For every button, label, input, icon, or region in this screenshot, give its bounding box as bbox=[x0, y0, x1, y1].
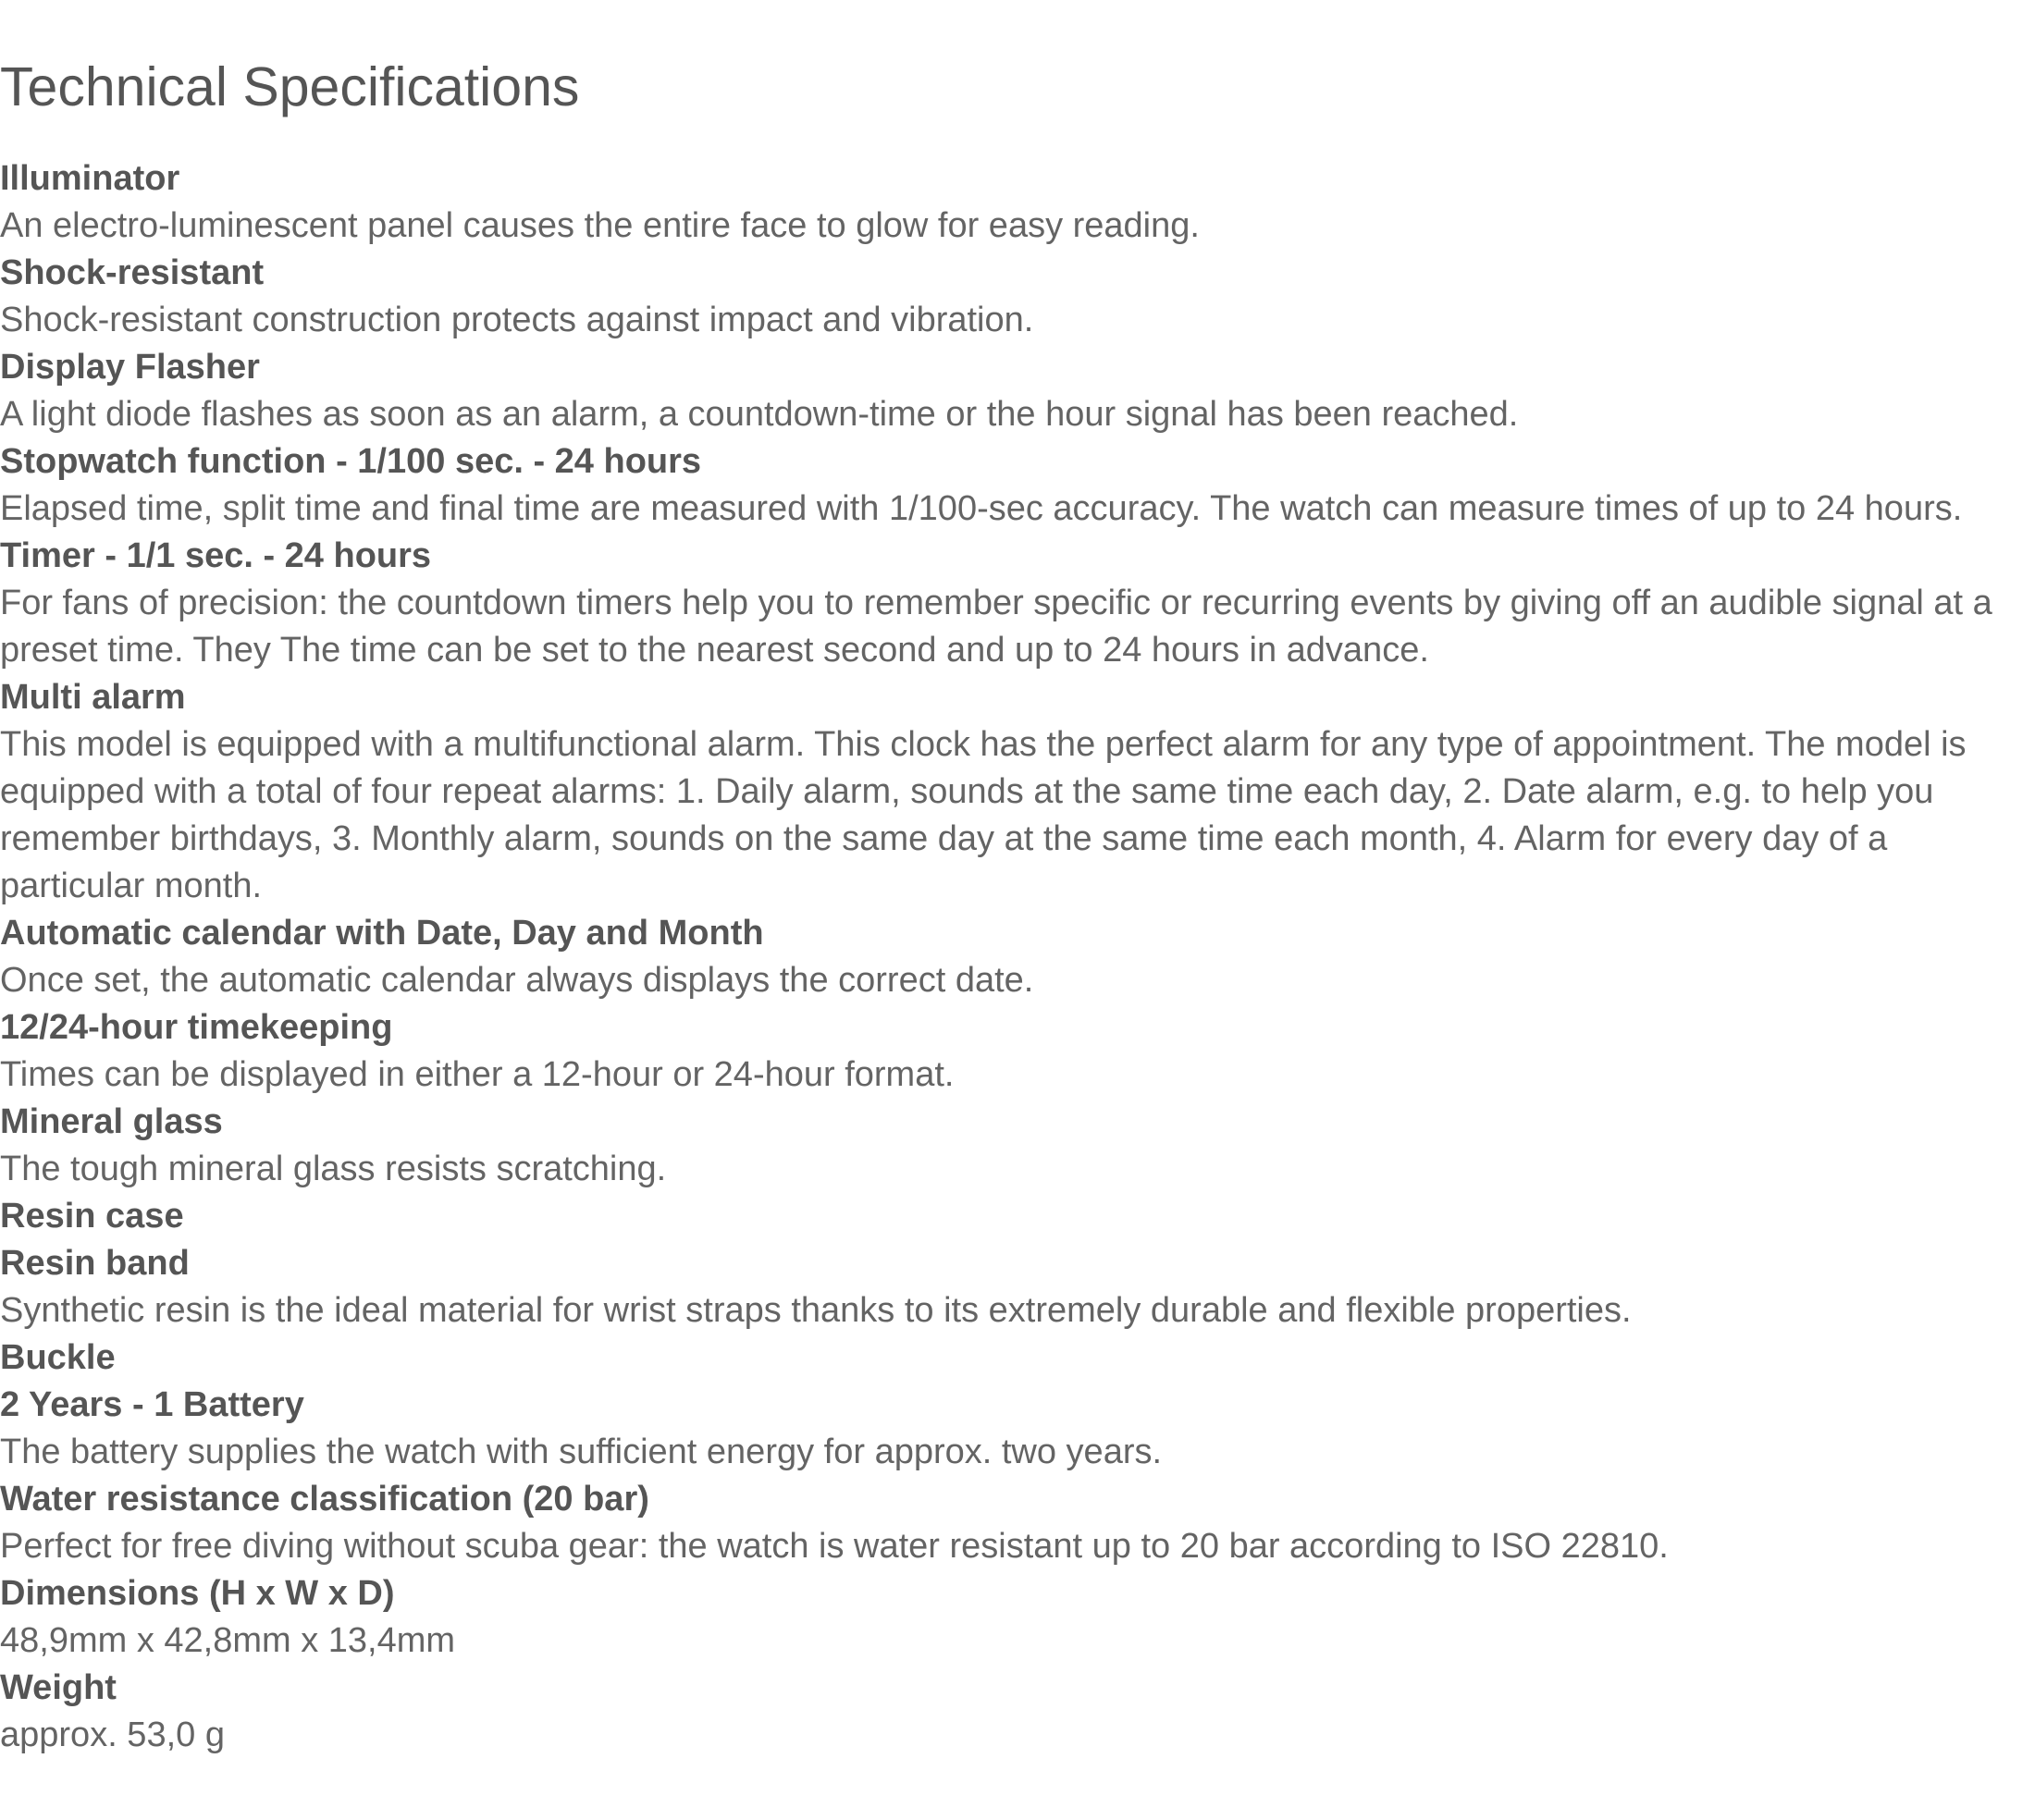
spec-name: Buckle bbox=[0, 1338, 116, 1377]
spec-description: Shock-resistant construction protects against impact and vibration. bbox=[0, 301, 1034, 339]
spec-item-automatic-calendar bbox=[0, 910, 2021, 1004]
spec-item-shock-resistant bbox=[0, 250, 2021, 344]
spec-item-mineral-glass bbox=[0, 1099, 2021, 1193]
spec-item-dimensions bbox=[0, 1570, 2021, 1665]
spec-description: This model is equipped with a multifunctional alarm. This clock has the perfect alarm for any type of appointment. The model is equipped with a total of four repeat alarms: 1. Daily alarm, sounds at the same time each day, 2. Date alarm, e.g. to help you remember birthdays, 3. Monthly alarm, sounds on the same day at the same time each month, 4. Alarm for every day of a particular month. bbox=[0, 725, 1967, 905]
spec-item-display-flasher bbox=[0, 344, 2021, 438]
spec-description: An electro-luminescent panel causes the entire face to glow for easy reading. bbox=[0, 206, 1200, 245]
spec-name: 12/24-hour timekeeping bbox=[0, 1008, 393, 1047]
spec-item-illuminator bbox=[0, 155, 2021, 250]
spec-name: Mineral glass bbox=[0, 1102, 223, 1141]
spec-name: Stopwatch function - 1/100 sec. - 24 hours bbox=[0, 442, 702, 481]
spec-item-resin-band bbox=[0, 1240, 2021, 1334]
spec-description: The battery supplies the watch with sufficient energy for approx. two years. bbox=[0, 1433, 1163, 1471]
spec-name: Multi alarm bbox=[0, 678, 186, 717]
spec-item-water-resistance bbox=[0, 1476, 2021, 1570]
spec-name: Shock-resistant bbox=[0, 253, 265, 292]
spec-name: Illuminator bbox=[0, 159, 180, 198]
spec-item-resin-case bbox=[0, 1193, 2021, 1240]
spec-name: Dimensions (H x W x D) bbox=[0, 1574, 395, 1613]
spec-description: Synthetic resin is the ideal material for wrist straps thanks to its extremely durable and flexible properties. bbox=[0, 1291, 1632, 1330]
page-title: Technical Specifications bbox=[0, 56, 580, 117]
spec-item-stopwatch bbox=[0, 438, 2021, 533]
spec-item-timer bbox=[0, 533, 2021, 674]
spec-description: A light diode flashes as soon as an alarm, a countdown-time or the hour signal has been reached. bbox=[0, 395, 1519, 434]
spec-item-timekeeping bbox=[0, 1004, 2021, 1099]
spec-list bbox=[0, 155, 2021, 1759]
spec-description: Once set, the automatic calendar always displays the correct date. bbox=[0, 961, 1034, 1000]
spec-name: Resin band bbox=[0, 1244, 190, 1283]
spec-name: Timer - 1/1 sec. - 24 hours bbox=[0, 536, 432, 575]
spec-name: Display Flasher bbox=[0, 348, 260, 387]
spec-name: Water resistance classification (20 bar) bbox=[0, 1480, 649, 1519]
spec-name: Automatic calendar with Date, Day and Month bbox=[0, 914, 764, 953]
spec-description: Elapsed time, split time and final time are measured with 1/100-sec accuracy. The watch can measure times of up to 24 hours. bbox=[0, 489, 1963, 528]
spec-name: 2 Years - 1 Battery bbox=[0, 1385, 304, 1424]
spec-description: Times can be displayed in either a 12-hour or 24-hour format. bbox=[0, 1055, 955, 1094]
spec-name: Resin case bbox=[0, 1197, 184, 1236]
spec-item-multi-alarm bbox=[0, 674, 2021, 910]
spec-name: Weight bbox=[0, 1668, 117, 1707]
spec-description: 48,9mm x 42,8mm x 13,4mm bbox=[0, 1621, 456, 1660]
spec-description: Perfect for free diving without scuba gear: the watch is water resistant up to 20 bar according to ISO 22810. bbox=[0, 1527, 1669, 1566]
spec-item-battery bbox=[0, 1382, 2021, 1476]
spec-item-weight bbox=[0, 1665, 2021, 1759]
spec-description: The tough mineral glass resists scratching. bbox=[0, 1150, 667, 1188]
spec-description: For fans of precision: the countdown timers help you to remember specific or recurring events by giving off an audible signal at a preset time. They The time can be set to the nearest second and up to 24 hours in advance. bbox=[0, 584, 1992, 670]
spec-description: approx. 53,0 g bbox=[0, 1715, 225, 1754]
spec-item-buckle bbox=[0, 1334, 2021, 1382]
